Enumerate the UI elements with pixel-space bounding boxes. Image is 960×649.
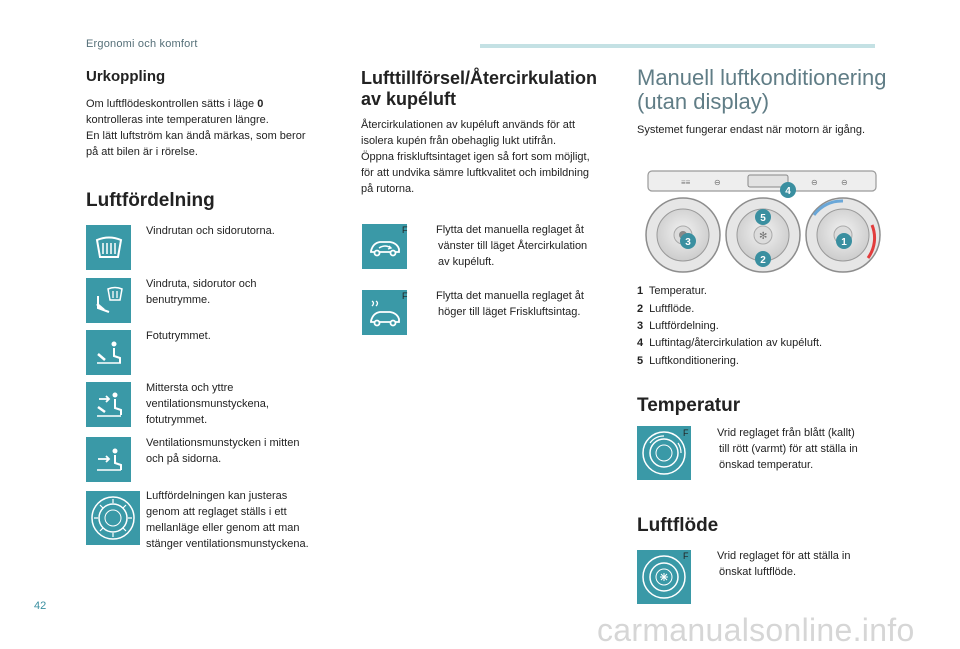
svg-text:⊖: ⊖ (714, 178, 721, 187)
windscreen-demist-icon (86, 225, 131, 270)
badge-5: 5 (760, 213, 766, 224)
recirculation-bullet-1: F Flytta det manuella reglaget åt vänster till läget Återcirkulation av kupéluft. (402, 224, 588, 268)
distribution-item-2: Vindruta, sidorutor och benutrymme. (146, 278, 257, 306)
distribution-item-6: Luftfördelningen kan justeras genom att reglaget ställs i ett mellanläge eller genom att man stänger ventilationsmunstyckena. (146, 490, 309, 550)
running-header: Ergonomi och komfort (86, 38, 198, 50)
airflow-bullet: F Vrid reglaget för att ställa in önskat luftflöde. (683, 550, 851, 578)
page-number: 42 (34, 600, 47, 612)
luftflode-title: Luftflöde (637, 515, 719, 536)
badge-4: 4 (785, 186, 791, 197)
vents-icon (86, 437, 131, 482)
badge-3: 3 (685, 237, 691, 248)
legend-item-2: 2 Luftflöde. (637, 303, 695, 315)
ac-control-panel (636, 163, 888, 276)
legend-item-4: 4 Luftintag/återcirkulation av kupéluft. (637, 337, 823, 349)
ac-title: Manuell luftkonditionering (utan display) (637, 65, 887, 114)
distribution-dial-icon (86, 491, 140, 545)
legend-item-1: 1 Temperatur. (637, 285, 707, 297)
temperatur-title: Temperatur (637, 395, 741, 416)
urkoppling-title: Urkoppling (86, 68, 166, 85)
legend-item-5: 5 Luftkonditionering. (637, 355, 739, 367)
svg-text:≡≡: ≡≡ (681, 178, 691, 187)
fresh-air-bullet: F Flytta det manuella reglaget åt höger till läget Friskluftsintag. (402, 290, 584, 318)
windscreen-feet-icon (86, 278, 131, 323)
legend-item-3: 3 Luftfördelning. (637, 320, 719, 332)
distribution-item-1: Vindrutan och sidorutorna. (146, 225, 275, 237)
watermark: carmanualsonline.info (597, 612, 915, 648)
temperature-bullet: F Vrid reglaget från blått (kallt) till rött (varmt) för att ställa in önskad temperatur. (683, 427, 858, 471)
fresh-air-icon (362, 290, 407, 335)
svg-text:⊖: ⊖ (841, 178, 848, 187)
feet-icon (86, 330, 131, 375)
svg-text:⊖: ⊖ (811, 178, 818, 187)
distribution-item-4: Mittersta och yttre ventilationsmunstyckena, fotutrymmet. (146, 382, 269, 426)
urkoppling-text: Om luftflödeskontrollen sätts i läge 0 kontrolleras inte temperaturen längre. En lätt luftström kan ändå märkas, som beror på att bilen är i rörelse. (86, 98, 306, 158)
luftfordelning-title: Luftfördelning (86, 190, 215, 211)
distribution-item-3: Fotutrymmet. (146, 330, 211, 342)
recirculation-title: Lufttillförsel/Återcirkulation av kupéluft (361, 68, 598, 109)
badge-1: 1 (841, 237, 847, 248)
badge-2: 2 (760, 255, 766, 266)
distribution-item-5: Ventilationsmunstycken i mitten och på sidorna. (146, 437, 300, 465)
vents-feet-icon (86, 382, 131, 427)
ac-intro: Systemet fungerar endast när motorn är igång. (637, 124, 866, 136)
recirculation-text: Återcirkulationen av kupéluft används för att isolera kupén från obehaglig lukt utifrån. Öppna friskluftsintaget igen så fort som möjligt, för att undvika sämre luftkvalitet och imbildning på rutorna. (361, 119, 590, 195)
recirculation-icon (362, 224, 407, 269)
header-bar (480, 44, 875, 48)
svg-text:✻: ✻ (759, 231, 768, 242)
